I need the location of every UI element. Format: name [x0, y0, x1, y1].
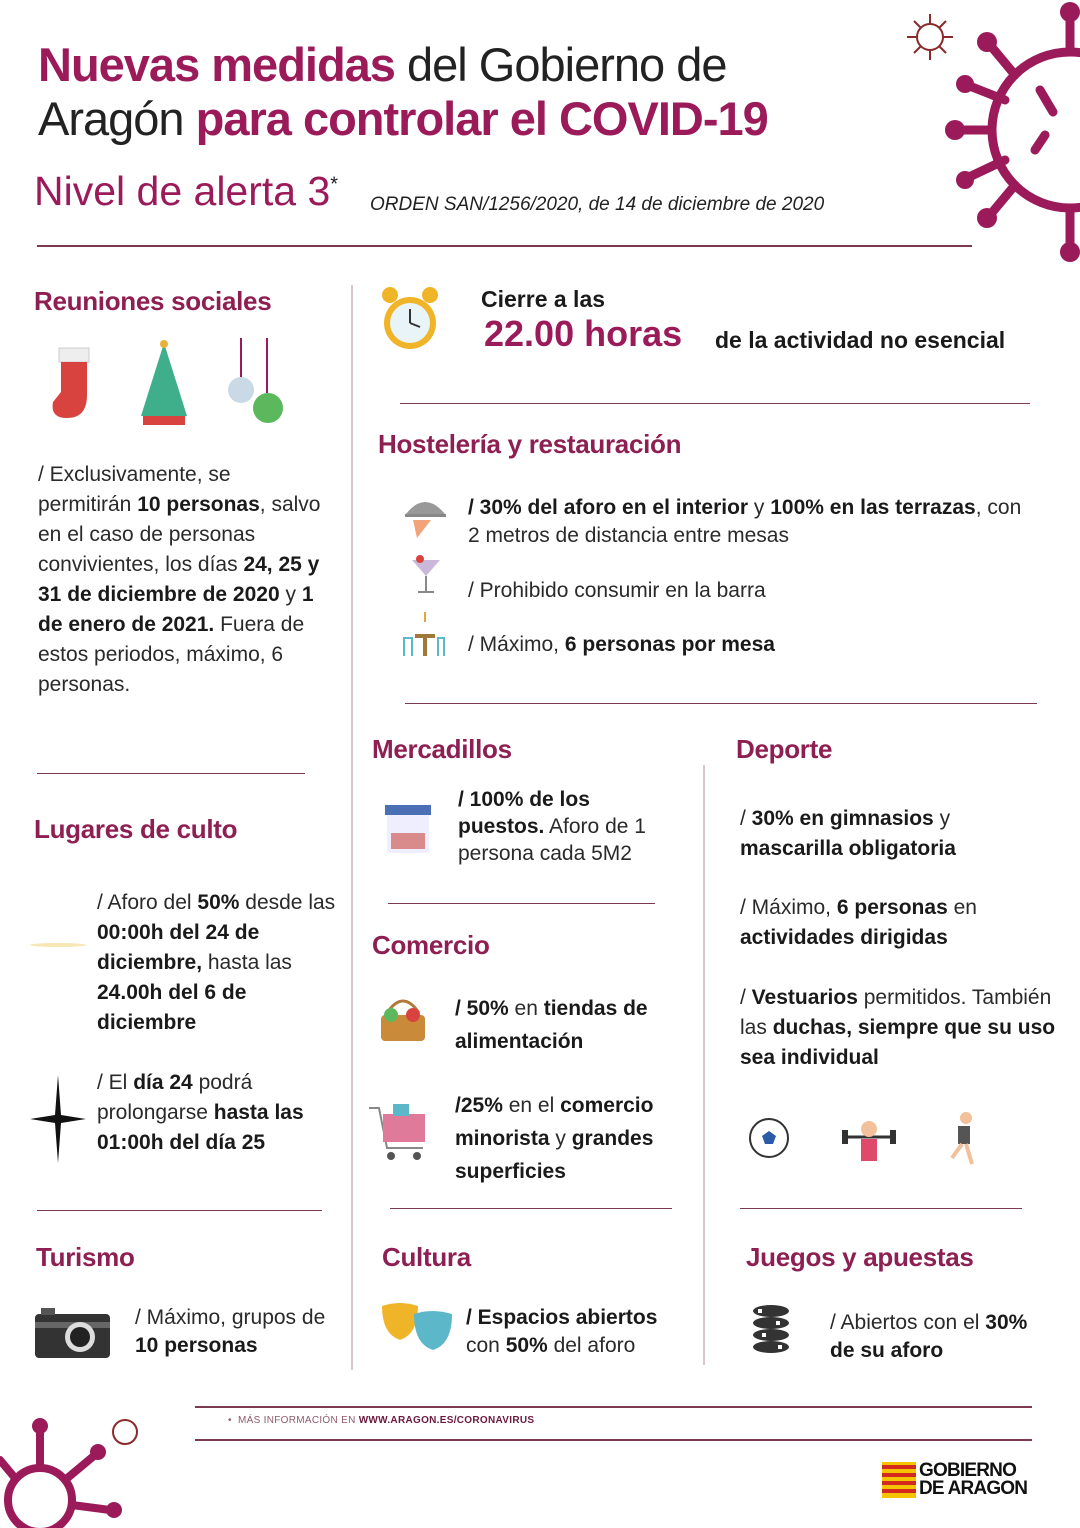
juegos-text: [830, 1309, 1030, 1365]
bullet-icon: •: [228, 1415, 238, 1426]
text-run-bold: / 100% de los puestos.: [458, 788, 590, 838]
hosteleria-mesa-text: [468, 630, 1028, 660]
turismo-text: [135, 1304, 335, 1360]
divider: [390, 1208, 672, 1209]
text-run-bold: día 24: [133, 1071, 193, 1094]
text-run-bold: 100% en las terrazas: [770, 496, 976, 519]
text-run-bold: 10 personas: [137, 493, 260, 516]
text-run: / Exclusivamente, se permitirán: [38, 463, 231, 516]
comercio-minorista-text: [455, 1089, 695, 1188]
table-chairs-icon: [400, 612, 450, 660]
hosteleria-aforo-text: [468, 494, 1038, 550]
cierre-suffix: de la actividad no esencial: [715, 327, 1006, 353]
divider: [37, 1210, 322, 1211]
text-run: y: [279, 583, 302, 606]
text-run: / Abiertos con el: [830, 1311, 986, 1334]
market-stall-icon: [383, 803, 433, 855]
text-run: / Máximo,: [740, 896, 837, 919]
text-run: , con 2 metros de distancia entre mesas: [468, 496, 1022, 547]
column-divider-right: [703, 765, 705, 1365]
text-run: Aforo de 1 persona cada 5M2: [458, 815, 646, 865]
section-heading-reuniones: Reuniones sociales: [34, 286, 272, 316]
deporte-vestuarios-text: [740, 983, 1060, 1073]
text-run: / Máximo, grupos de: [135, 1306, 326, 1329]
text-run-bold: 30% en gimnasios: [751, 807, 934, 830]
virus-icon: [945, 0, 1080, 265]
divider: [388, 903, 655, 904]
cierre-label: Cierre a las: [481, 286, 606, 312]
text-run: en: [508, 997, 544, 1020]
text-run-bold: mascarilla obligatoria: [740, 837, 956, 860]
hosteleria-barra-text: [468, 576, 1028, 606]
text-run: en: [947, 896, 977, 919]
comercio-alimentacion-text: [455, 992, 695, 1058]
deporte-actividades-text: [740, 893, 1050, 953]
soccer-ball-icon: [748, 1117, 790, 1159]
theater-masks-icon: [380, 1300, 456, 1355]
footer-divider-top: [195, 1406, 1032, 1408]
culto-aforo-text: [97, 888, 347, 1038]
text-run-bold: 30% de su aforo: [830, 1311, 1028, 1362]
text-run-bold: Nuevas medidas: [38, 38, 395, 91]
text-run-bold: 24.00h del 6 de diciembre: [97, 981, 247, 1034]
cierre-time: 22.00 horas: [484, 313, 683, 354]
aragon-flag-icon: [882, 1462, 916, 1498]
text-run: en el: [502, 1094, 561, 1117]
text-run-bold: / Espacios abiertos: [466, 1306, 658, 1329]
casino-chips-icon: [750, 1303, 792, 1358]
shopping-cart-icon: [367, 1100, 432, 1165]
logo-line-2: DE ARAGON: [919, 1478, 1028, 1499]
cocktail-glass-icon: [410, 550, 442, 595]
text-run: Aragón: [38, 92, 196, 145]
deporte-gimnasios-text: [740, 804, 1050, 864]
section-heading-cultura: Cultura: [382, 1242, 471, 1272]
text-run: Fuera de estos periodos, máximo, 6 personas.: [38, 613, 305, 696]
text-run: permitidos. También las: [740, 986, 1052, 1039]
divider: [400, 403, 1030, 404]
column-divider-left: [351, 285, 353, 1370]
text-run-bold: 10 personas: [135, 1334, 258, 1357]
text-run-bold: 6 personas: [836, 896, 948, 919]
logo-line-1: GOBIERNO: [919, 1460, 1017, 1481]
text-run-bold: duchas, siempre que su uso sea individual: [740, 1016, 1056, 1069]
text-run-bold: 50%: [505, 1334, 548, 1357]
order-reference: ORDEN SAN/1256/2020, de 14 de diciembre de 2020: [370, 194, 825, 215]
gobierno-aragon-logo: [882, 1462, 1027, 1498]
alert-asterisk: *: [330, 173, 339, 196]
section-heading-hosteleria: Hostelería y restauración: [378, 429, 682, 459]
text-run: podrá prolongarse: [97, 1071, 253, 1124]
text-run: / Máximo,: [468, 633, 565, 656]
text-run-bold: / 30% del aforo en el interior: [468, 496, 749, 519]
text-run-bold: Vestuarios: [751, 986, 858, 1009]
text-run-bold: comercio minorista: [455, 1094, 654, 1150]
text-run: / Aforo del: [97, 891, 198, 914]
camera-icon: [35, 1308, 110, 1358]
text-run-bold: actividades dirigidas: [740, 926, 948, 949]
section-heading-comercio: Comercio: [372, 930, 490, 960]
section-heading-mercadillos: Mercadillos: [372, 734, 512, 764]
more-info-link[interactable]: WWW.ARAGON.ES/CORONAVIRUS: [358, 1415, 535, 1426]
header-divider: [37, 245, 972, 247]
text-run: del Gobierno de: [394, 38, 727, 91]
text-run: con: [466, 1334, 506, 1357]
text-run: y: [748, 496, 771, 519]
section-heading-lugares-culto: Lugares de culto: [34, 814, 238, 844]
text-run-bold: 6 personas por mesa: [564, 633, 775, 656]
text-run: / Prohibido consumir en la barra: [468, 579, 766, 602]
reuniones-text: [38, 460, 328, 700]
virus-icon: [0, 1410, 150, 1528]
section-heading-juegos: Juegos y apuestas: [746, 1242, 974, 1272]
text-run: y: [933, 807, 951, 830]
food-basket-icon: [377, 993, 429, 1045]
star-icon: [30, 1075, 86, 1163]
alert-level: [34, 168, 338, 215]
serving-cloche-icon: [403, 492, 448, 540]
text-run-bold: /25%: [455, 1094, 503, 1117]
title-line-1: [38, 38, 918, 92]
text-run-bold: 1 de enero de 2021.: [38, 583, 314, 636]
text-run-bold: 24, 25 y 31 de diciembre de 2020: [38, 553, 320, 606]
footer-divider-bottom: [195, 1439, 1032, 1441]
runner-icon: [942, 1110, 980, 1168]
section-heading-deporte: Deporte: [736, 734, 833, 764]
text-run: /: [740, 986, 752, 1009]
sparkle-icon: [28, 935, 88, 955]
christmas-tree-icon: [135, 338, 193, 428]
text-run: / El: [97, 1071, 134, 1094]
alarm-clock-icon: [380, 283, 440, 358]
text-run-bold: / 50%: [455, 997, 509, 1020]
weightlifter-icon: [840, 1115, 898, 1165]
page-title: [38, 38, 918, 146]
divider: [37, 773, 305, 774]
divider: [740, 1208, 1022, 1209]
section-heading-turismo: Turismo: [36, 1242, 135, 1272]
text-run: , salvo en el caso de personas convivientes, los días: [38, 493, 321, 576]
culto-dia24-text: [97, 1068, 337, 1158]
text-run-bold: grandes superficies: [455, 1127, 654, 1183]
text-run-bold: 50%: [197, 891, 240, 914]
text-run-bold: 00:00h del 24 de diciembre,: [97, 921, 260, 974]
more-info: [228, 1415, 534, 1426]
cultura-text: [466, 1304, 696, 1360]
christmas-ornaments-icon: [225, 338, 285, 428]
text-run-bold: hasta las 01:00h del día 25: [97, 1101, 304, 1154]
divider: [405, 703, 1037, 704]
text-run: y: [549, 1127, 572, 1150]
alert-level-text: Nivel de alerta 3: [34, 168, 331, 214]
more-info-prefix: MÁS INFORMACIÓN EN: [237, 1415, 359, 1426]
title-line-2: [38, 92, 918, 146]
text-run: desde las: [239, 891, 336, 914]
text-run: /: [740, 807, 752, 830]
text-run: del aforo: [547, 1334, 636, 1357]
text-run-bold: para controlar el COVID-19: [195, 92, 768, 145]
text-run-bold: tiendas de alimentación: [455, 997, 648, 1053]
christmas-stocking-icon: [45, 340, 100, 425]
mercadillos-text: [458, 786, 673, 867]
text-run: hasta las: [202, 951, 292, 974]
